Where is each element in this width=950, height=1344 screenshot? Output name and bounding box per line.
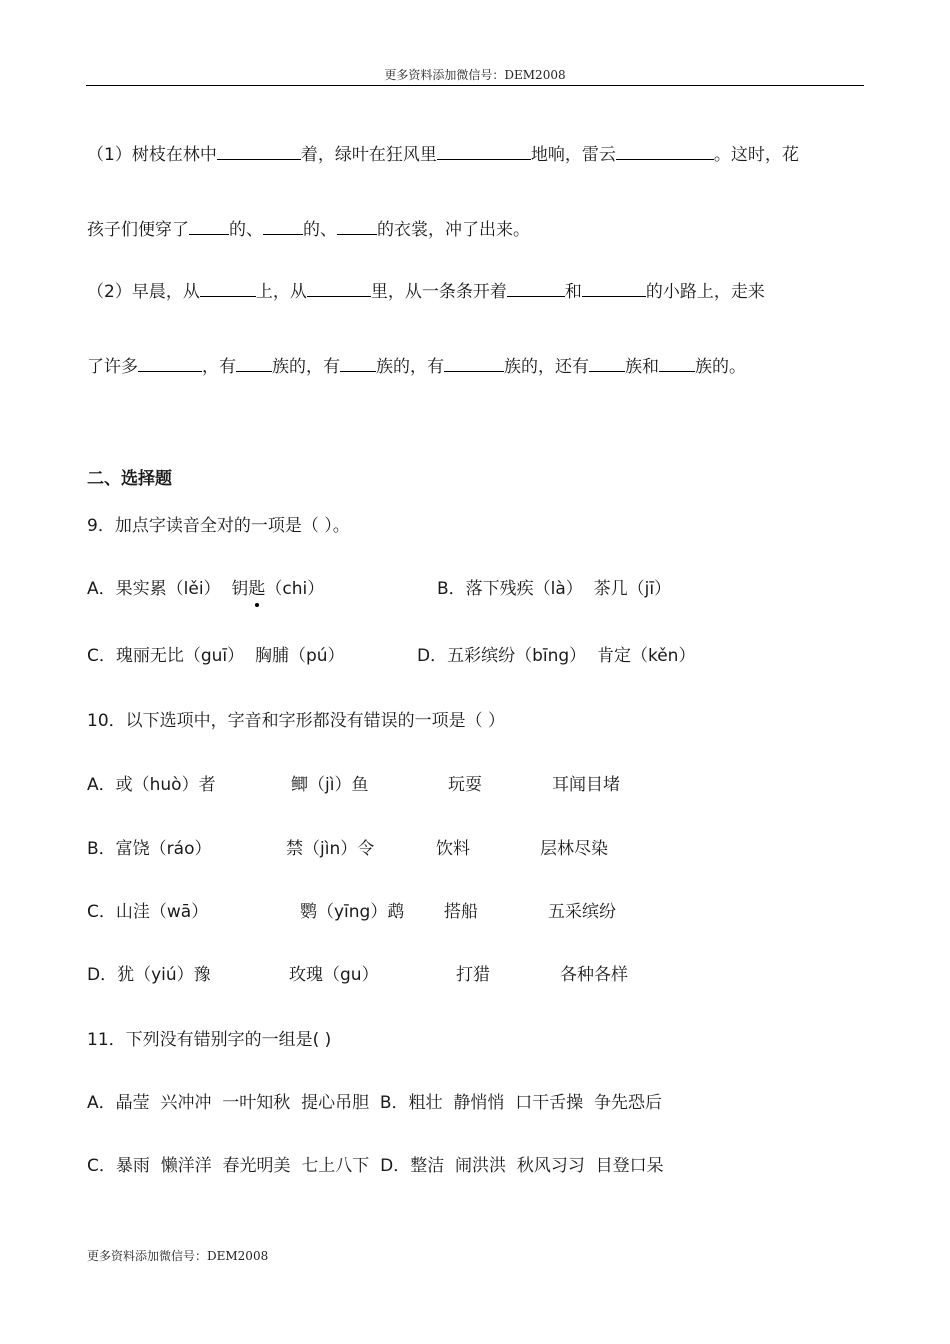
q10-option-b-item: 禁（jìn）令 — [286, 839, 375, 859]
q11-options-ab — [87, 1088, 662, 1113]
q10-option-b-item: 层林尽染 — [540, 839, 608, 859]
fill-in-q1-line1 — [87, 140, 799, 165]
page-footer: 更多资料添加微信号：DEM2008 — [87, 1249, 269, 1263]
q11-word: 提心吊胆 — [301, 1093, 370, 1113]
fill-in-q1-line2 — [87, 215, 530, 240]
blank — [582, 280, 646, 297]
q10-option-d-item: 玫瑰（gu） — [289, 965, 379, 985]
q9-b-py2: （jī） — [627, 579, 672, 599]
q10-option-d-item: 各种各样 — [560, 965, 628, 985]
q2-text-11: 族和 — [625, 357, 659, 377]
q10-option-a: A．或（huò）者 — [87, 775, 216, 795]
q9-option-d — [417, 641, 695, 666]
q2-text-4: 和 — [564, 282, 582, 302]
blank — [589, 355, 625, 372]
q11-word: 争先恐后 — [594, 1093, 662, 1113]
q9-c-word2: 胸脯 — [254, 646, 289, 666]
q10-option-c-item: 鹦（yīng）鹉 — [300, 902, 405, 922]
q9-d-py2: （kěn） — [630, 646, 696, 666]
q11-word: 静悄悄 — [453, 1093, 505, 1113]
q10-option-b: B．富饶（ráo） — [87, 839, 212, 859]
blank — [444, 355, 504, 372]
q9-d-word2: 肯定 — [596, 646, 631, 666]
q10-stem: 10．以下选项中，字音和字形都没有错误的一项是（ ） — [87, 711, 506, 731]
blank — [217, 143, 301, 160]
q9-a-word2: 钥 — [231, 579, 249, 599]
q10-option-d-item: 打猎 — [456, 965, 490, 985]
q1-text-6: 的、 — [229, 220, 263, 240]
q9-option-c — [87, 641, 345, 666]
q9-a-label: A．果实累 — [87, 579, 167, 599]
q11-options-cd — [87, 1151, 664, 1176]
q11-word: 兴冲冲 — [160, 1093, 212, 1113]
blank — [189, 218, 229, 235]
q1-text-1: （1）树枝在林中 — [87, 145, 217, 165]
blank — [437, 143, 531, 160]
q10-option-a-item: 耳闻目堵 — [552, 775, 620, 795]
q11-word: 目登口呆 — [595, 1156, 664, 1176]
q2-text-8: 族的，有 — [272, 357, 340, 377]
q9-c-label: C．瑰丽无比（guī） — [87, 646, 245, 666]
q11-word: 闹洪洪 — [455, 1156, 507, 1176]
q2-text-2: 上，从 — [255, 282, 307, 302]
q2-text-1: （2）早晨，从 — [87, 282, 200, 302]
q11-word: 懒洋洋 — [160, 1156, 212, 1176]
q9-b-word1: 落下残疾 — [465, 579, 534, 599]
q11-c-label: C．暴雨 — [87, 1156, 150, 1176]
q2-text-10: 族的，还有 — [504, 357, 589, 377]
q2-text-6: 了许多 — [87, 357, 138, 377]
q9-option-a — [87, 574, 324, 599]
blank — [263, 218, 303, 235]
blank — [138, 355, 202, 372]
q11-word: 口干舌操 — [515, 1093, 584, 1113]
q9-option-b — [437, 574, 671, 599]
q10-option-b-item: 饮料 — [436, 839, 470, 859]
q11-d-label: D．整洁 — [380, 1156, 445, 1176]
q1-text-7: 的、 — [303, 220, 337, 240]
blank — [200, 280, 256, 297]
q2-text-5: 的小路上，走来 — [645, 282, 765, 302]
q1-text-8: 的衣裳，冲了出来。 — [377, 220, 530, 240]
q10-option-a-item: 玩耍 — [448, 775, 482, 795]
blank — [307, 280, 371, 297]
page-header: 更多资料添加微信号：DEM2008 — [384, 68, 566, 82]
q9-b-py1: （là） — [533, 579, 583, 599]
q9-stem: 9．加点字读音全对的一项是（ ）。 — [87, 516, 350, 536]
q11-a-label: A．晶莹 — [87, 1093, 150, 1113]
q2-text-7: ，有 — [202, 357, 236, 377]
q1-text-5: 孩子们便穿了 — [87, 220, 189, 240]
q10-option-c: C．山洼（wā） — [87, 902, 209, 922]
q11-word: 七上八下 — [301, 1156, 370, 1176]
q11-word: 春光明美 — [222, 1156, 291, 1176]
q1-text-2: 着，绿叶在狂风里 — [300, 145, 437, 165]
q10-option-d: D．犹（yiú）豫 — [87, 965, 211, 985]
q9-b-char2: 几 — [610, 579, 628, 599]
q2-text-9: 族的，有 — [376, 357, 444, 377]
q10-option-c-item: 五采缤纷 — [548, 902, 616, 922]
q11-word: 一叶知秋 — [222, 1093, 291, 1113]
q2-text-12: 族的。 — [695, 357, 746, 377]
fill-in-q2-line1 — [87, 277, 765, 302]
q10-option-a-item: 鲫（jì）鱼 — [291, 775, 369, 795]
q11-b-label: B．粗壮 — [379, 1093, 443, 1113]
q9-d-label: D．五彩缤纷（bīng） — [417, 646, 587, 666]
blank — [659, 355, 695, 372]
q9-b-word2: 茶 — [593, 579, 611, 599]
q9-a-py2: （chi） — [265, 579, 325, 599]
header-divider — [86, 85, 864, 86]
q9-c-py2: （pú） — [288, 646, 345, 666]
blank — [337, 218, 377, 235]
q9-a-py1: （lěi） — [166, 579, 221, 599]
q2-text-3: 里，从一条条开着 — [370, 282, 507, 302]
q1-text-3: 地响，雷云 — [530, 145, 616, 165]
blank — [236, 355, 272, 372]
q9-b-label: B． — [437, 579, 466, 599]
q1-text-4: 。这时，花 — [713, 145, 799, 165]
q10-option-c-item: 搭船 — [444, 902, 478, 922]
blank — [507, 280, 565, 297]
blank — [616, 143, 714, 160]
section-heading: 二、选择题 — [87, 469, 172, 489]
q9-a-dotted-char: 匙 — [248, 579, 266, 599]
q11-word: 秋风习习 — [516, 1156, 585, 1176]
blank — [340, 355, 376, 372]
q11-stem: 11．下列没有错别字的一组是( ) — [87, 1030, 332, 1050]
fill-in-q2-line2 — [87, 352, 746, 377]
